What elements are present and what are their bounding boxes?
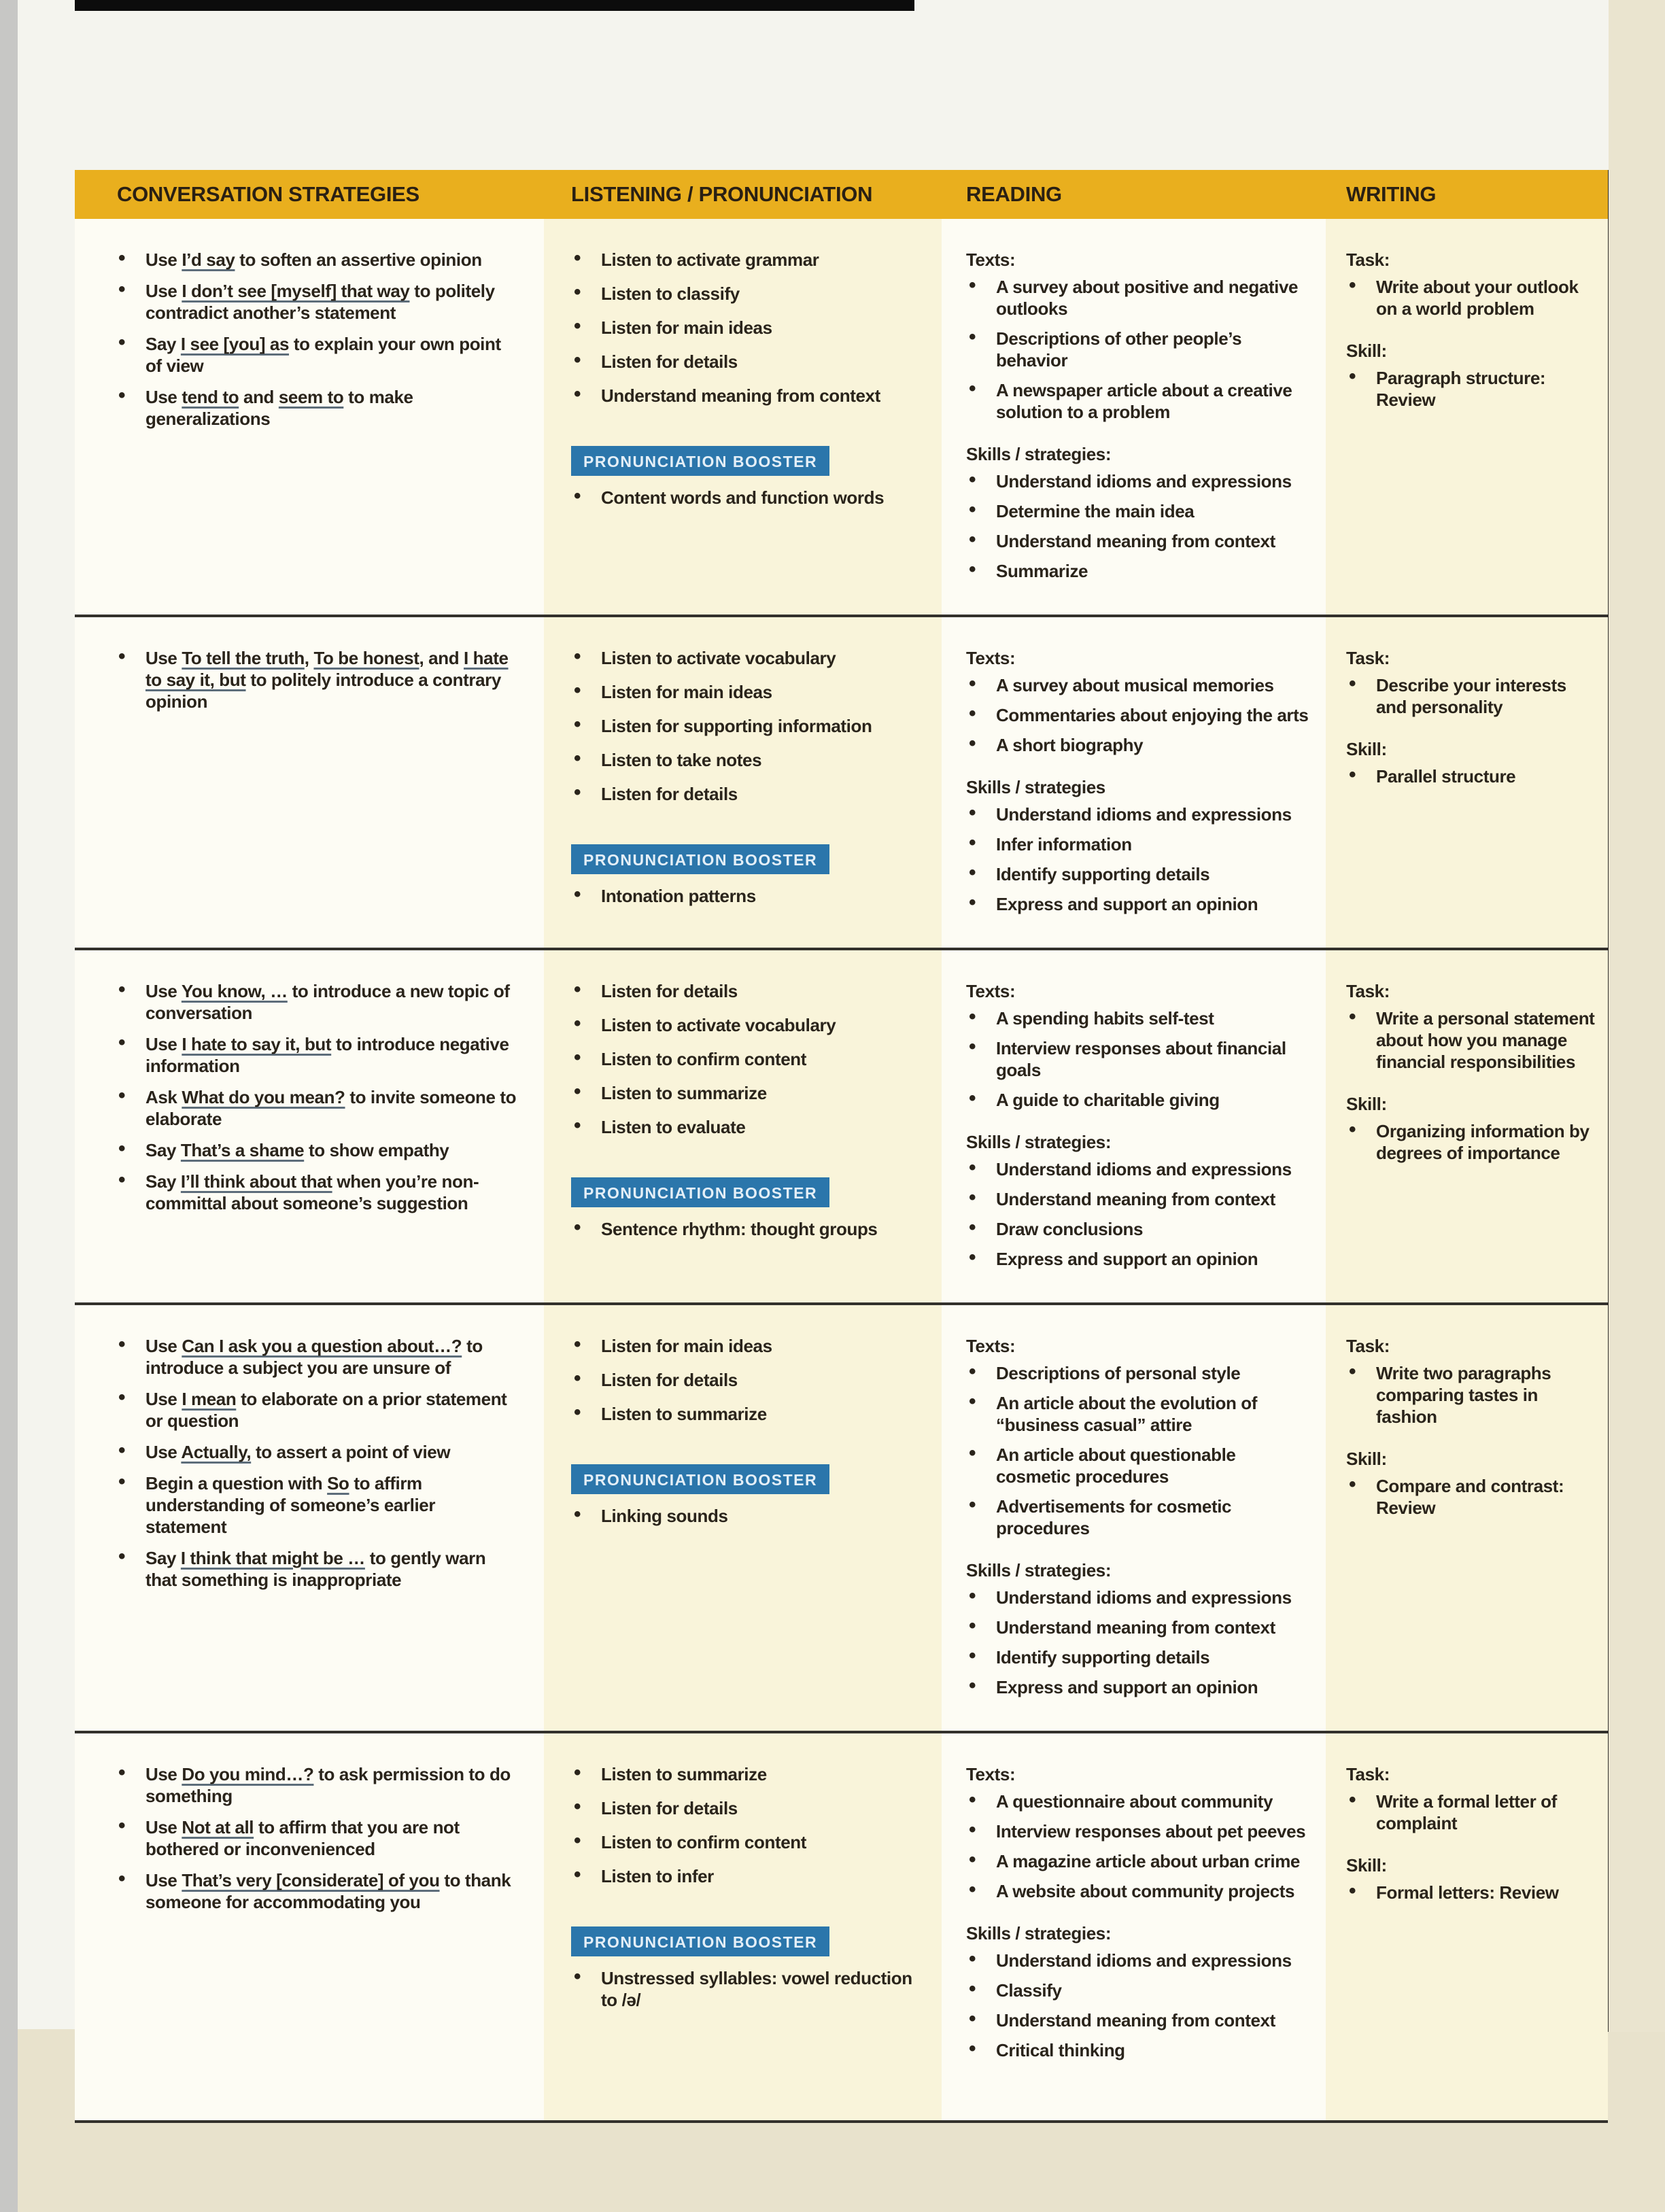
bullet-item: • Advertisements for cosmetic procedures	[966, 1496, 1312, 1539]
task-heading: Task:	[1346, 249, 1390, 270]
table-row	[75, 1302, 1608, 1731]
bullet-item: • Use Do you mind…? to ask permission to do something	[116, 1763, 519, 1807]
conversation-list	[116, 249, 519, 430]
bullet-item: • Use tend to and seem to to make generalizations	[116, 386, 519, 430]
bullet-item: • Listen to summarize	[571, 1082, 925, 1104]
bullet-item: • Understand idioms and expressions	[966, 1950, 1312, 1971]
listening-list	[571, 1335, 925, 1425]
task-list	[1346, 1007, 1601, 1073]
skills-list	[966, 1950, 1312, 2061]
bullet-item: • Listen to infer	[571, 1865, 925, 1887]
bullet-item: • Commentaries about enjoying the arts	[966, 704, 1312, 726]
bullet-item: • Understand meaning from context	[571, 385, 925, 407]
bullet-item: • Draw conclusions	[966, 1218, 1312, 1240]
pronunciation-booster-badge: PRONUNCIATION BOOSTER	[571, 1464, 829, 1494]
cell-reading	[942, 950, 1326, 1302]
bullet-item: • Sentence rhythm: thought groups	[571, 1218, 925, 1240]
cell-listening-pronunciation	[544, 219, 942, 615]
bullet-item: • Express and support an opinion	[966, 1676, 1312, 1698]
bullet-item: • An article about the evolution of “business casual” attire	[966, 1392, 1312, 1436]
pronunciation-booster-badge: PRONUNCIATION BOOSTER	[571, 1926, 829, 1956]
bullet-item: • Identify supporting details	[966, 863, 1312, 885]
bullet-item: • Describe your interests and personality	[1346, 674, 1601, 718]
bullet-item: • Listen for details	[571, 351, 925, 373]
bullet-item: • Use Actually, to assert a point of view	[116, 1441, 519, 1463]
bullet-item: • Understand idioms and expressions	[966, 1587, 1312, 1608]
bullet-item: • A website about community projects	[966, 1880, 1312, 1902]
bullet-item: • Listen to activate grammar	[571, 249, 925, 271]
skill-heading: Skill:	[1346, 1855, 1387, 1876]
task-list	[1346, 1791, 1601, 1834]
bullet-item: • Listen to activate vocabulary	[571, 647, 925, 669]
bullet-item: • Listen for details	[571, 1369, 925, 1391]
booster-list	[571, 487, 925, 508]
bullet-item: • Listen to summarize	[571, 1763, 925, 1785]
table-row	[75, 219, 1608, 615]
texts-list	[966, 1007, 1312, 1111]
bullet-item: • Write a personal statement about how you manage financial responsibilities	[1346, 1007, 1601, 1073]
bullet-item: • Parallel structure	[1346, 765, 1601, 787]
bullet-item: • Listen for details	[571, 980, 925, 1002]
bullet-item: • An article about questionable cosmetic procedures	[966, 1444, 1312, 1487]
bullet-item: • Say That’s a shame to show empathy	[116, 1139, 519, 1161]
bullet-item: • Listen to classify	[571, 283, 925, 305]
scan-top-bar	[75, 0, 914, 11]
texts-list	[966, 276, 1312, 423]
cell-writing	[1326, 219, 1608, 615]
skills-heading: Skills / strategies:	[966, 1923, 1112, 1943]
skills-list	[966, 1587, 1312, 1698]
booster-list	[571, 1967, 925, 2011]
header-conversation-strategies: CONVERSATION STRATEGIES	[117, 182, 419, 206]
cell-reading	[942, 617, 1326, 948]
bullet-item: • Critical thinking	[966, 2039, 1312, 2061]
bullet-item: • Listen to summarize	[571, 1403, 925, 1425]
writing-skill-list	[1346, 1120, 1601, 1164]
cell-conversation-strategies	[75, 950, 544, 1302]
cell-writing	[1326, 1733, 1608, 2120]
bullet-item: • Listen for main ideas	[571, 317, 925, 339]
header-reading: READING	[966, 182, 1062, 206]
bullet-item: • A magazine article about urban crime	[966, 1850, 1312, 1872]
bullet-item: • Classify	[966, 1980, 1312, 2001]
bullet-item: • A short biography	[966, 734, 1312, 756]
bullet-item: • Descriptions of other people’s behavior	[966, 328, 1312, 371]
skills-list	[966, 470, 1312, 582]
conversation-list	[116, 1763, 519, 1913]
header-listening-pronunciation: LISTENING / PRONUNCIATION	[571, 182, 873, 206]
bullet-item: • Begin a question with So to affirm understanding of someone’s earlier statement	[116, 1472, 519, 1538]
task-heading: Task:	[1346, 1764, 1390, 1784]
bullet-item: • Listen to take notes	[571, 749, 925, 771]
skill-heading: Skill:	[1346, 739, 1387, 759]
table-header-row	[75, 170, 1608, 219]
bullet-item: • Use Not at all to affirm that you are not bothered or inconvenienced	[116, 1816, 519, 1860]
cell-writing	[1326, 950, 1608, 1302]
bullet-item: • Unstressed syllables: vowel reduction to /ə/	[571, 1967, 925, 2011]
page-right-edge	[1609, 0, 1665, 2032]
cell-listening-pronunciation	[544, 1733, 942, 2120]
skills-heading: Skills / strategies:	[966, 444, 1112, 464]
bullet-item: • A questionnaire about community	[966, 1791, 1312, 1812]
bullet-item: • Say I think that might be … to gently warn that something is inappropriate	[116, 1547, 519, 1591]
skills-heading: Skills / strategies:	[966, 1132, 1112, 1152]
table-row	[75, 948, 1608, 1302]
skills-list	[966, 803, 1312, 915]
bullet-item: • Listen to confirm content	[571, 1048, 925, 1070]
bullet-item: • Linking sounds	[571, 1505, 925, 1527]
bullet-item: • Summarize	[966, 560, 1312, 582]
listening-list	[571, 1763, 925, 1887]
bullet-item: • A newspaper article about a creative solution to a problem	[966, 379, 1312, 423]
skills-heading: Skills / strategies:	[966, 1560, 1112, 1580]
bullet-item: • Listen for supporting information	[571, 715, 925, 737]
bullet-item: • Use I hate to say it, but to introduce negative information	[116, 1033, 519, 1077]
writing-skill-list	[1346, 1882, 1601, 1903]
cell-conversation-strategies	[75, 219, 544, 615]
skills-list	[966, 1158, 1312, 1270]
cell-writing	[1326, 1305, 1608, 1731]
task-list	[1346, 1362, 1601, 1428]
texts-heading: Texts:	[966, 1764, 1016, 1784]
writing-skill-list	[1346, 1475, 1601, 1519]
bullet-item: • Listen for details	[571, 1797, 925, 1819]
bullet-item: • Formal letters: Review	[1346, 1882, 1601, 1903]
bullet-item: • Interview responses about pet peeves	[966, 1820, 1312, 1842]
texts-heading: Texts:	[966, 648, 1016, 668]
conversation-list	[116, 1335, 519, 1591]
bullet-item: • Write about your outlook on a world problem	[1346, 276, 1601, 319]
bullet-item: • Use I mean to elaborate on a prior statement or question	[116, 1388, 519, 1432]
conversation-list	[116, 647, 519, 712]
cell-writing	[1326, 617, 1608, 948]
cell-reading	[942, 1305, 1326, 1731]
bullet-item: • Use To tell the truth, To be honest, and I hate to say it, but to politely introduce a contrary opinion	[116, 647, 519, 712]
header-writing: WRITING	[1346, 182, 1437, 206]
listening-list	[571, 249, 925, 407]
bullet-item: • Listen for main ideas	[571, 681, 925, 703]
bullet-item: • Listen for main ideas	[571, 1335, 925, 1357]
table-row	[75, 1731, 1608, 2120]
bullet-item: • Descriptions of personal style	[966, 1362, 1312, 1384]
bullet-item: • A guide to charitable giving	[966, 1089, 1312, 1111]
cell-listening-pronunciation	[544, 1305, 942, 1731]
cell-listening-pronunciation	[544, 950, 942, 1302]
texts-heading: Texts:	[966, 981, 1016, 1001]
bullet-item: • Express and support an opinion	[966, 893, 1312, 915]
task-heading: Task:	[1346, 981, 1390, 1001]
bullet-item: • Say I’ll think about that when you’re non-committal about someone’s suggestion	[116, 1171, 519, 1214]
texts-list	[966, 1362, 1312, 1539]
bullet-item: • Understand idioms and expressions	[966, 803, 1312, 825]
pronunciation-booster-badge: PRONUNCIATION BOOSTER	[571, 1177, 829, 1207]
bullet-item: • Understand meaning from context	[966, 1188, 1312, 1210]
task-heading: Task:	[1346, 1336, 1390, 1356]
bullet-item: • Understand idioms and expressions	[966, 470, 1312, 492]
bullet-item: • Listen for details	[571, 783, 925, 805]
bullet-item: • Listen to confirm content	[571, 1831, 925, 1853]
cell-conversation-strategies	[75, 617, 544, 948]
task-heading: Task:	[1346, 648, 1390, 668]
bullet-item: • Ask What do you mean? to invite someone to elaborate	[116, 1086, 519, 1130]
booster-list	[571, 885, 925, 907]
texts-heading: Texts:	[966, 249, 1016, 270]
pronunciation-booster-badge: PRONUNCIATION BOOSTER	[571, 446, 829, 476]
bullet-item: • Write two paragraphs comparing tastes in fashion	[1346, 1362, 1601, 1428]
booster-list	[571, 1505, 925, 1527]
bullet-item: • Use You know, … to introduce a new topic of conversation	[116, 980, 519, 1024]
bullet-item: • Use I don’t see [myself] that way to politely contradict another’s statement	[116, 280, 519, 324]
scope-sequence-table	[75, 170, 1608, 2123]
skills-heading: Skills / strategies	[966, 777, 1105, 797]
bullet-item: • Understand meaning from context	[966, 1617, 1312, 1638]
skill-heading: Skill:	[1346, 1094, 1387, 1114]
listening-list	[571, 980, 925, 1138]
bullet-item: • A survey about musical memories	[966, 674, 1312, 696]
skill-heading: Skill:	[1346, 1449, 1387, 1469]
bullet-item: • Use That’s very [considerate] of you to thank someone for accommodating you	[116, 1869, 519, 1913]
bullet-item: • Listen to activate vocabulary	[571, 1014, 925, 1036]
listening-list	[571, 647, 925, 805]
pronunciation-booster-badge: PRONUNCIATION BOOSTER	[571, 844, 829, 874]
bullet-item: • Use Can I ask you a question about…? to introduce a subject you are unsure of	[116, 1335, 519, 1379]
bullet-item: • Identify supporting details	[966, 1646, 1312, 1668]
texts-list	[966, 674, 1312, 756]
bullet-item: • Listen to evaluate	[571, 1116, 925, 1138]
writing-skill-list	[1346, 367, 1601, 411]
task-list	[1346, 674, 1601, 718]
bullet-item: • Compare and contrast: Review	[1346, 1475, 1601, 1519]
cell-conversation-strategies	[75, 1305, 544, 1731]
page-left-edge	[0, 0, 18, 2212]
bullet-item: • Use I’d say to soften an assertive opinion	[116, 249, 519, 271]
cell-reading	[942, 219, 1326, 615]
bullet-item: • Write a formal letter of complaint	[1346, 1791, 1601, 1834]
cell-listening-pronunciation	[544, 617, 942, 948]
skill-heading: Skill:	[1346, 341, 1387, 361]
bullet-item: • Interview responses about financial goals	[966, 1037, 1312, 1081]
cell-reading	[942, 1733, 1326, 2120]
bullet-item: • Organizing information by degrees of importance	[1346, 1120, 1601, 1164]
writing-skill-list	[1346, 765, 1601, 787]
bullet-item: • Content words and function words	[571, 487, 925, 508]
table-body	[75, 219, 1608, 2123]
bullet-item: • A spending habits self-test	[966, 1007, 1312, 1029]
task-list	[1346, 276, 1601, 319]
bullet-item: • A survey about positive and negative outlooks	[966, 276, 1312, 319]
bullet-item: • Understand idioms and expressions	[966, 1158, 1312, 1180]
bullet-item: • Determine the main idea	[966, 500, 1312, 522]
booster-list	[571, 1218, 925, 1240]
bullet-item: • Intonation patterns	[571, 885, 925, 907]
bullet-item: • Express and support an opinion	[966, 1248, 1312, 1270]
bullet-item: • Say I see [you] as to explain your own point of view	[116, 333, 519, 377]
bullet-item: • Understand meaning from context	[966, 530, 1312, 552]
bullet-item: • Understand meaning from context	[966, 2009, 1312, 2031]
cell-conversation-strategies	[75, 1733, 544, 2120]
texts-heading: Texts:	[966, 1336, 1016, 1356]
texts-list	[966, 1791, 1312, 1902]
table-row	[75, 615, 1608, 948]
conversation-list	[116, 980, 519, 1214]
bullet-item: • Infer information	[966, 833, 1312, 855]
bullet-item: • Paragraph structure: Review	[1346, 367, 1601, 411]
